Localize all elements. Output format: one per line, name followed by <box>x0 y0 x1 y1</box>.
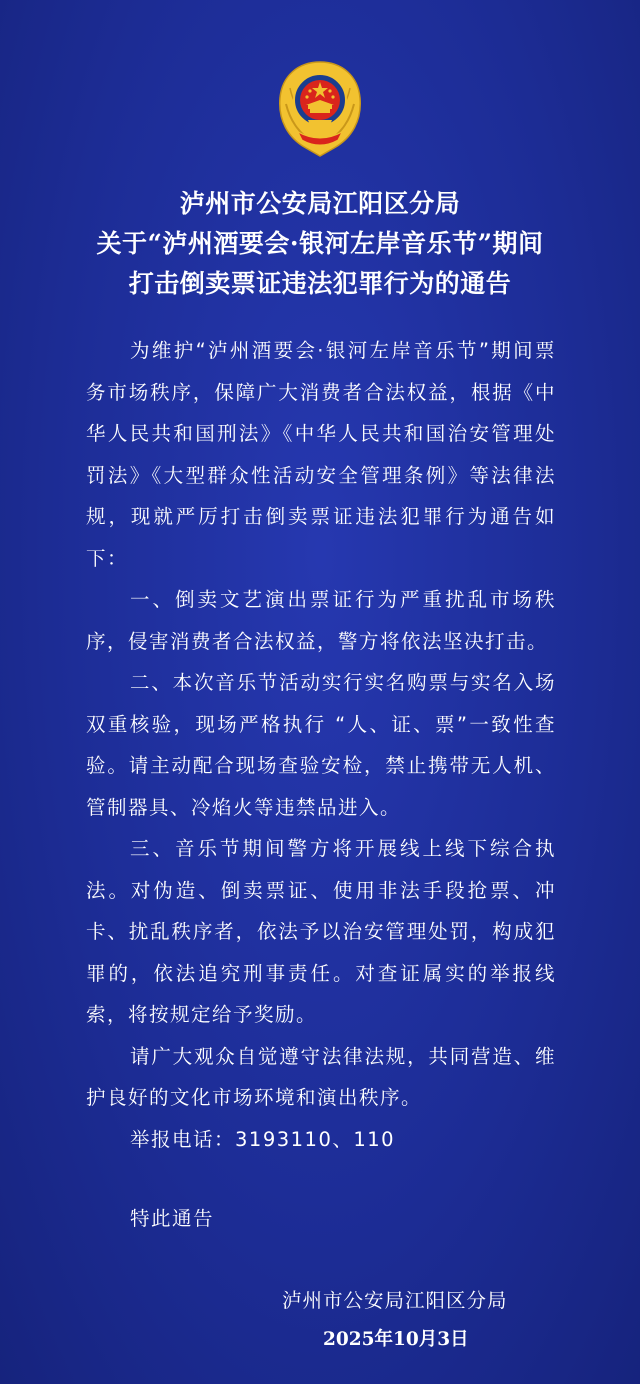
notice-body <box>86 330 556 1160</box>
item-three-paragraph: 三、音乐节期间警方将开展线上线下综合执法。对伪造、倒卖票证、使用非法手段抢票、冲卡、扰乱秩序者，依法予以治安管理处罚，构成犯罪的，依法追究刑事责任。对查证属实的举报线索，将按规定给予奖励。 <box>86 837 556 1026</box>
item-one-paragraph: 一、倒卖文艺演出票证行为严重扰乱市场秩序，侵害消费者合法权益，警方将依法坚决打击。 <box>86 588 556 653</box>
signature-org: 泸州市公安局江阳区分局 <box>282 1289 508 1312</box>
title-line-3: 打击倒卖票证违法犯罪行为的通告 <box>128 269 512 298</box>
title-line-1: 泸州市公安局江阳区分局 <box>179 189 461 218</box>
notice-title <box>0 184 640 304</box>
report-hotline: 举报电话：3193110、110 <box>130 1127 396 1151</box>
intro-paragraph: 为维护“泸州酒要会·银河左岸音乐节”期间票务市场秩序，保障广大消费者合法权益，根据《中华人民共和国刑法》《中华人民共和国治安管理处罚法》《大型群众性活动安全管理条例》等法律法规，现就严厉打击倒卖票证违法犯罪行为通告如下： <box>86 339 556 570</box>
signature-date: 2025年10月3日 <box>323 1329 469 1350</box>
police-emblem-icon <box>272 58 368 162</box>
appeal-paragraph: 请广大观众自觉遵守法律法规，共同营造、维护良好的文化市场环境和演出秩序。 <box>86 1044 556 1109</box>
closing-phrase: 特此通告 <box>130 1207 215 1230</box>
item-two-paragraph: 二、本次音乐节活动实行实名购票与实名入场双重核验，现场严格执行 “人、证、票”一致性查验。请主动配合现场查验安检，禁止携带无人机、管制器具、冷焰火等违禁品进入。 <box>86 671 556 819</box>
title-line-2: 关于“泸州酒要会·银河左岸音乐节”期间 <box>96 229 544 258</box>
